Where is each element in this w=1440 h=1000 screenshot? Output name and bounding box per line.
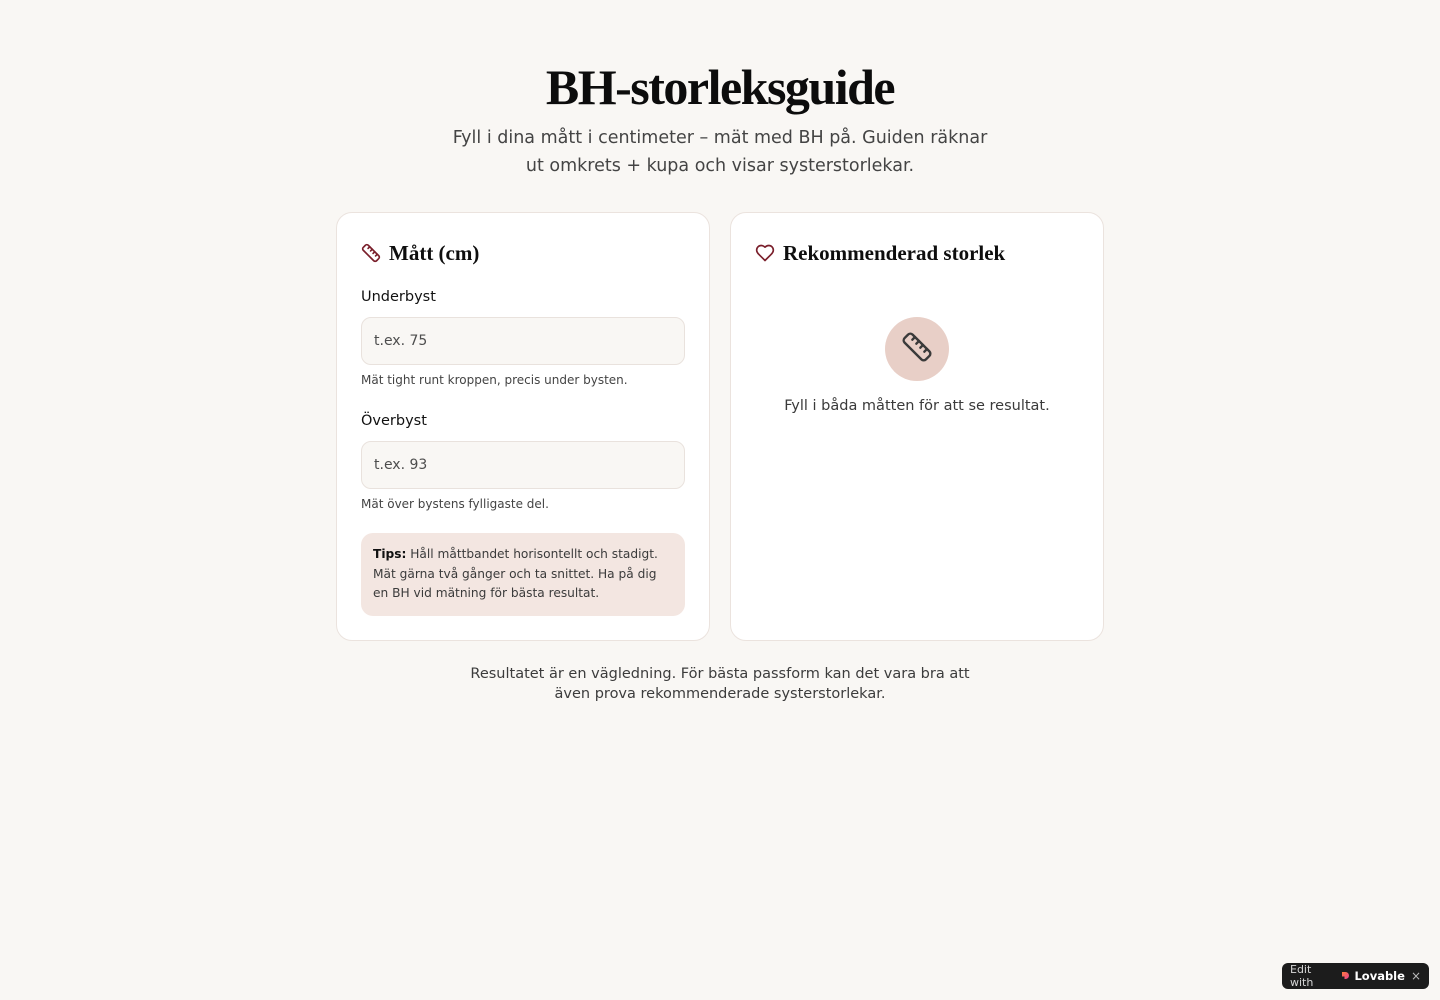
overbust-label: Överbyst (361, 413, 427, 429)
ruler-icon (361, 243, 381, 263)
result-card (730, 212, 1104, 641)
measurements-title: Mått (cm) (389, 240, 480, 265)
page-title: BH-storleksguide (545, 59, 895, 115)
underbust-hint: Mät tight runt kroppen, precis under bysten. (361, 373, 628, 387)
tips-box (361, 533, 685, 616)
heart-icon (755, 243, 775, 263)
empty-state-icon (885, 317, 949, 381)
badge-close-icon[interactable]: × (1410, 969, 1421, 983)
empty-state-text: Fyll i båda måtten för att se resultat. (784, 398, 1050, 414)
ruler-icon (901, 331, 933, 367)
page-subtitle: Fyll i dina mått i centimeter – mät med BH på. Guiden räknar ut omkrets + kupa och visar systerstorlekar. (452, 128, 988, 176)
measurements-card-header (361, 241, 685, 265)
underbust-input[interactable] (361, 317, 685, 365)
edit-with-lovable-badge[interactable] (1282, 963, 1429, 989)
footer-note: Resultatet är en vägledning. För bästa passform kan det vara bra att även prova rekommenderade systerstorlekar. (470, 666, 970, 702)
badge-brand-text: Lovable (1354, 969, 1405, 983)
result-title: Rekommenderad storlek (783, 240, 1006, 265)
overbust-hint: Mät över bystens fylligaste del. (361, 497, 549, 511)
underbust-label: Underbyst (361, 289, 436, 305)
lovable-logo-icon (1341, 971, 1351, 981)
badge-prefix: Edit with (1290, 963, 1314, 989)
result-card-header (755, 241, 1079, 265)
measurements-card (336, 212, 710, 641)
overbust-input[interactable] (361, 441, 685, 489)
badge-brand (1341, 969, 1404, 983)
tips-label: Tips: (373, 547, 407, 561)
tips-text: Håll måttbandet horisontellt och stadigt. Mät gärna två gånger och ta snittet. Ha på dig en BH vid mätning för bästa resultat. (373, 547, 658, 600)
